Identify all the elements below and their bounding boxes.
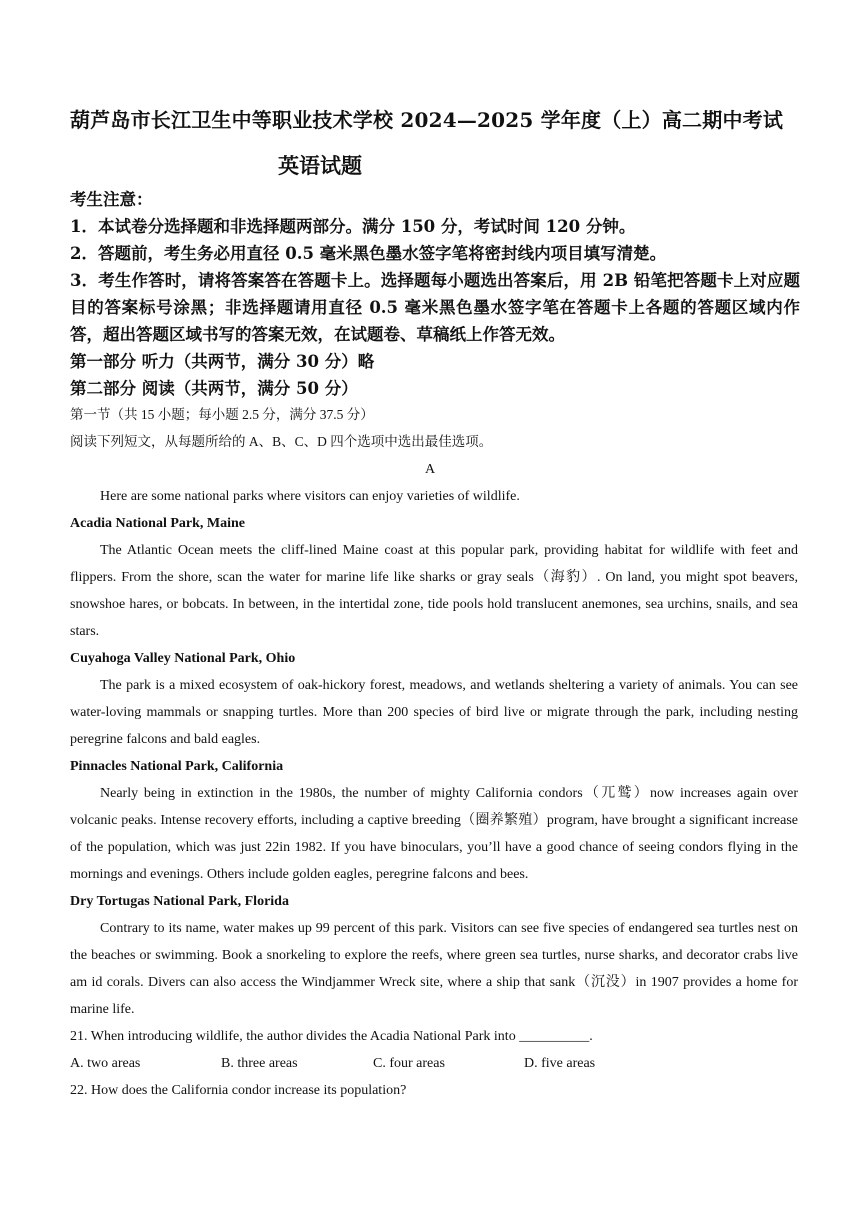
exam-title: 葫芦岛市长江卫生中等职业技术学校 2024—2025 学年度（上）高二期中考试 [70,108,784,132]
section-1-heading: 第一节（共 15 小题；每小题 2.5 分，满分 37.5 分） [70,407,374,422]
passage-label: A [424,462,436,477]
part-1-heading: 第一部分 听力（共两节，满分 30 分）略 [70,352,375,371]
notice-item-2: 2．答题前，考生务必用直径 0.5 毫米黑色墨水签字笔将密封线内项目填写清楚。 [70,244,667,263]
notice-item-3: 3．考生作答时，请将答案答在答题卡上。选择题每小题选出答案后，用 2B 铅笔把答题卡上对应题目的答案标号涂黑；非选择题请用直径 0.5 毫米黑色墨水签字笔在答题卡上各题的答题区域内作答，超出答题区域书写的答案无效，在试题卷、草稿纸上作答无效。 [70,271,800,344]
question-21: 21. When introducing wildlife, the author divides the Acadia National Park into __________. [70,1029,593,1044]
park-name-dry-tortugas: Dry Tortugas National Park, Florida [70,894,289,909]
passage-intro: Here are some national parks where visitors can enjoy varieties of wildlife. [100,489,520,504]
part-2-heading: 第二部分 阅读（共两节，满分 50 分） [70,379,358,398]
q21-option-b: B. three areas [221,1056,298,1071]
park-name-cuyahoga: Cuyahoga Valley National Park, Ohio [70,651,296,666]
q21-option-a: A. two areas [70,1056,141,1071]
reading-instruction: 阅读下列短文，从每题所给的 A、B、C、D 四个选项中选出最佳选项。 [70,434,493,449]
q21-option-c: C. four areas [373,1056,445,1071]
park-name-pinnacles: Pinnacles National Park, California [70,759,284,774]
park-text-pinnacles: Nearly being in extinction in the 1980s, the number of mighty California condors（兀鹫）now increases again over volcanic peaks. Intense recovery efforts, including a captive breeding（圈养繁殖）program, have brought a significant increase of the population, which was just 22in 1982. If you have binoculars, you’ll have a good chance of seeing condors flying in the mornings and evenings. Others include golden eagles, peregrine falcons and bees. [70,786,798,882]
question-22: 22. How does the California condor increase its population? [70,1083,407,1098]
park-name-acadia: Acadia National Park, Maine [70,516,245,531]
park-text-cuyahoga: The park is a mixed ecosystem of oak-hickory forest, meadows, and wetlands sheltering a variety of animals. You can see water-loving mammals or snapping turtles. More than 200 species of bird live or migrate through the park, including nesting peregrine falcons and bald eagles. [70,678,798,747]
park-text-acadia: The Atlantic Ocean meets the cliff-lined Maine coast at this popular park, providing habitat for wildlife with feet and flippers. From the shore, scan the water for marine life like sharks or gray seals（海豹）. On land, you might spot beavers, snowshoe hares, or bobcats. In between, in the intertidal zone, tide pools hold translucent anemones, sea urchins, snails, and sea stars. [70,543,798,639]
notice-item-1: 1．本试卷分选择题和非选择题两部分。满分 150 分，考试时间 120 分钟。 [70,217,636,236]
notice-heading: 考生注意： [70,190,153,209]
park-text-dry-tortugas: Contrary to its name, water makes up 99 percent of this park. Visitors can see five species of endangered sea turtles nest on the beaches or swimming. Book a snorkeling to explore the reefs, where green sea turtles, nurse sharks, and decorator crabs live am id corals. Divers can also access the Windjammer Wreck site, where a ship that sank（沉没）in 1907 provides a home for marine life. [70,921,798,1017]
exam-subtitle: 英语试题 [278,153,362,178]
q21-option-d: D. five areas [524,1056,596,1071]
